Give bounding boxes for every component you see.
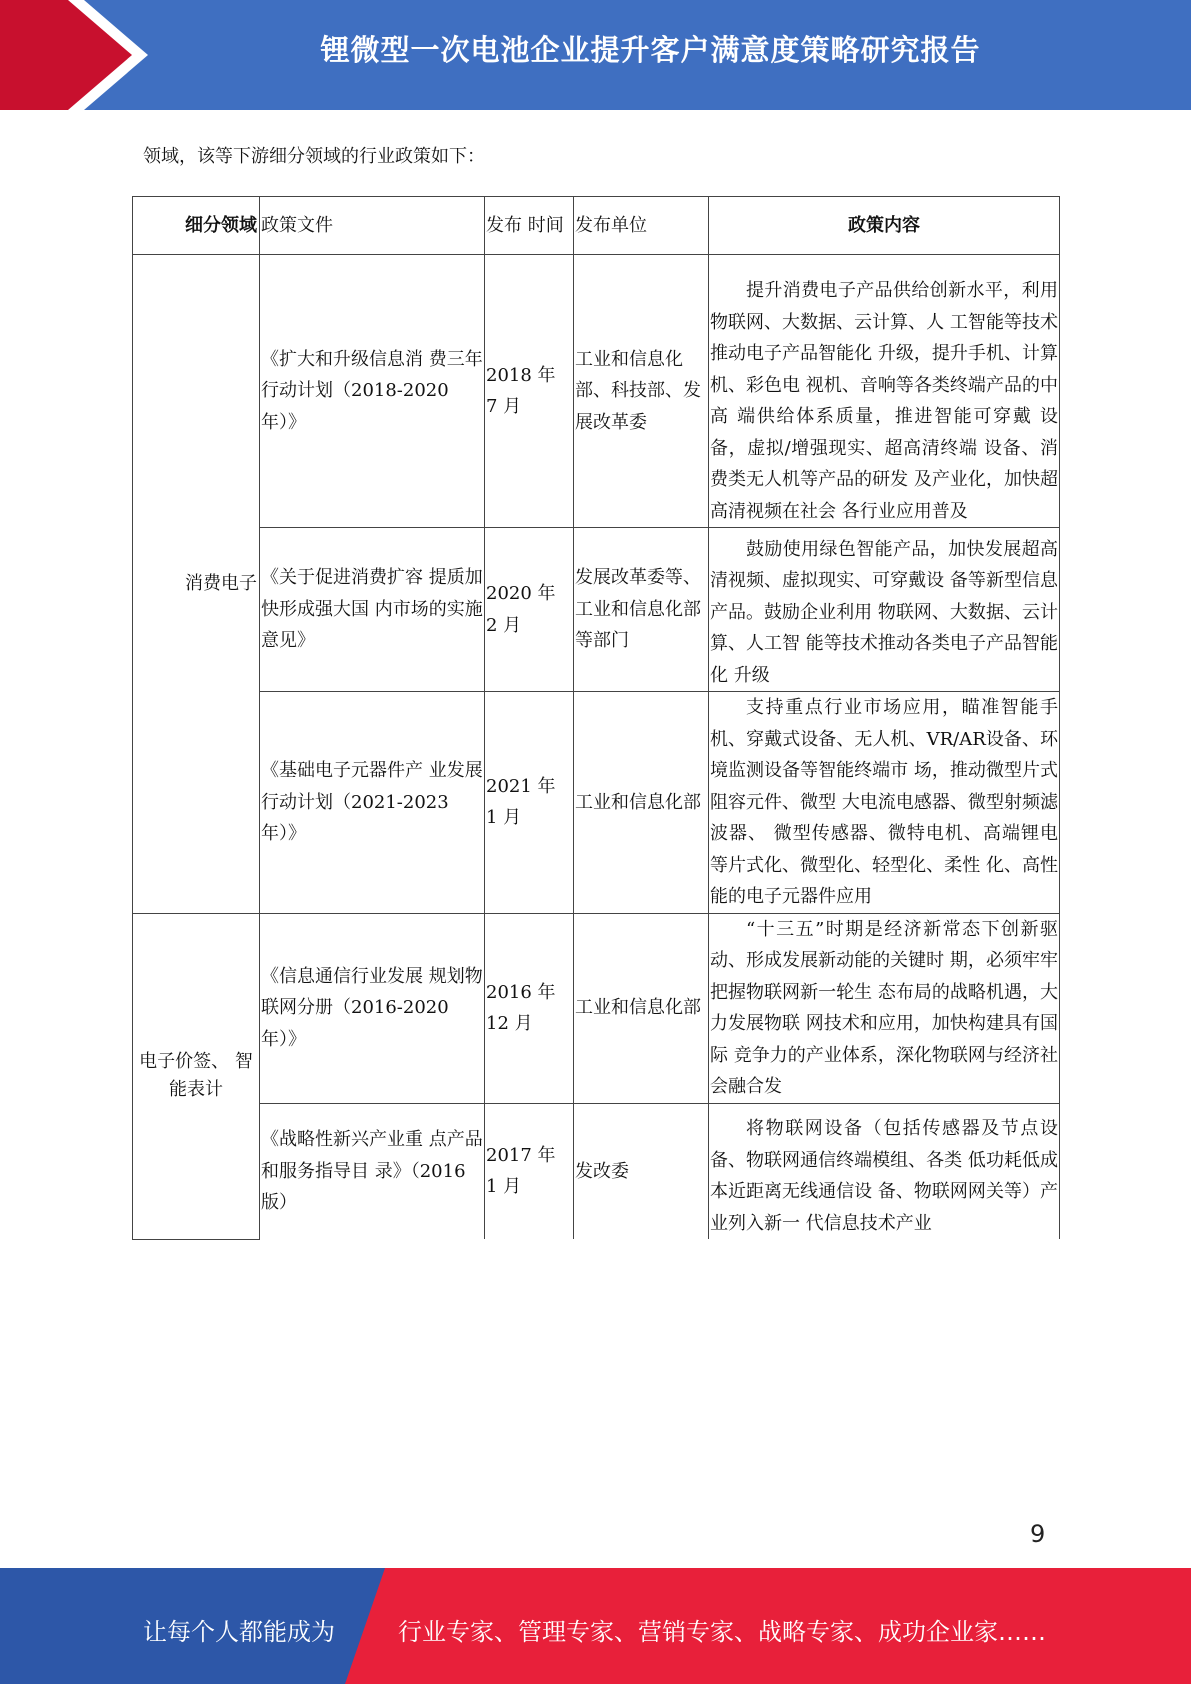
content-cell: 支持重点行业市场应用，瞄准智能手机、穿戴式设备、无人机、VR/AR设备、环境监测设备等智能终端市 场，推动微型片式阻容元件、微型 大电流电感器、微型射频滤波器、 微型传感器、微特电机、高端锂电 等片式化、微型化、轻型化、柔性 化、高性能的电子元器件应用 xyxy=(709,692,1060,914)
date-cell: 2016 年 12 月 xyxy=(485,913,574,1103)
doc-cell: 《扩大和升级信息消 费三年行动计划（2018-2020 年）》 xyxy=(260,255,485,528)
unit-cell: 工业和信息化部 xyxy=(574,692,709,914)
header-domain: 细分领域 xyxy=(133,197,260,255)
report-title: 锂微型一次电池企业提升客户满意度策略研究报告 xyxy=(320,33,981,67)
doc-cell: 《关于促进消费扩容 提质加快形成强大国 内市场的实施意见》 xyxy=(260,528,485,692)
content-cell: “十三五”时期是经济新常态下创新驱动、形成发展新动能的关键时 期，必须牢牢把握物联网新一轮生 态布局的战略机遇，大力发展物联 网技术和应用，加快构建具有国际 竞争力的产业体系，深化物联网与经济社会融合发 xyxy=(709,913,1060,1103)
table-row xyxy=(133,692,1060,914)
header-unit: 发布单位 xyxy=(574,197,709,255)
policy-table xyxy=(132,196,1060,1240)
doc-cell: 《基础电子元器件产 业发展行动计划（2021-2023 年）》 xyxy=(260,692,485,914)
content-cell: 将物联网设备（包括传感器及节点设备、物联网通信终端模组、各类 低功耗低成本近距离无线通信设 备、物联网网关等）产业列入新一 代信息技术产业 xyxy=(709,1103,1060,1239)
table-row xyxy=(133,528,1060,692)
doc-cell: 《信息通信行业发展 规划物联网分册（2016-2020 年）》 xyxy=(260,913,485,1103)
header-content: 政策内容 xyxy=(709,197,1060,255)
header-date: 发布 时间 xyxy=(485,197,574,255)
unit-cell: 工业和信息化部、科技部、发展改革委 xyxy=(574,255,709,528)
page-header xyxy=(0,0,1191,110)
content-cell: 鼓励使用绿色智能产品，加快发展超高清视频、虚拟现实、可穿戴设 备等新型信息产品。鼓励企业利用 物联网、大数据、云计算、人工智 能等技术推动各类电子产品智能化 升级 xyxy=(709,528,1060,692)
footer-slogan-left: 让每个人都能成为 xyxy=(143,1618,335,1646)
date-cell: 2018 年 7 月 xyxy=(485,255,574,528)
header-chevron-decoration xyxy=(0,0,160,110)
intro-text: 领域，该等下游细分领域的行业政策如下： xyxy=(143,146,485,167)
unit-cell: 发展改革委等、工业和信息化部等部门 xyxy=(574,528,709,692)
page-footer xyxy=(0,1568,1191,1684)
table-header-row xyxy=(133,197,1060,255)
table-row xyxy=(133,913,1060,1103)
domain-cell xyxy=(133,913,260,1239)
date-cell: 2021 年 1 月 xyxy=(485,692,574,914)
unit-cell: 工业和信息化部 xyxy=(574,913,709,1103)
domain-cell: 消费电子 xyxy=(133,255,260,914)
table-row xyxy=(133,255,1060,528)
table-row xyxy=(133,1103,1060,1239)
domain-label: 电子价签、 智能表计 xyxy=(139,1051,253,1100)
date-cell: 2017 年 1 月 xyxy=(485,1103,574,1239)
page-number: 9 xyxy=(1030,1520,1046,1548)
date-cell: 2020 年 2 月 xyxy=(485,528,574,692)
header-doc: 政策文件 xyxy=(260,197,485,255)
content-cell: 提升消费电子产品供给创新水平，利用物联网、大数据、云计算、人 工智能等技术推动电子产品智能化 升级，提升手机、计算机、彩色电 视机、音响等各类终端产品的中高 端供给体系质量，推进智能可穿戴 设备，虚拟/增强现实、超高清终端 设备、消费类无人机等产品的研发 及产业化，加快超高清视频在社会 各行业应用普及 xyxy=(709,255,1060,528)
doc-cell: 《战略性新兴产业重 点产品和服务指导目 录》（2016 版） xyxy=(260,1103,485,1239)
unit-cell: 发改委 xyxy=(574,1103,709,1239)
footer-slogan-right: 行业专家、管理专家、营销专家、战略专家、成功企业家…… xyxy=(398,1618,1046,1646)
